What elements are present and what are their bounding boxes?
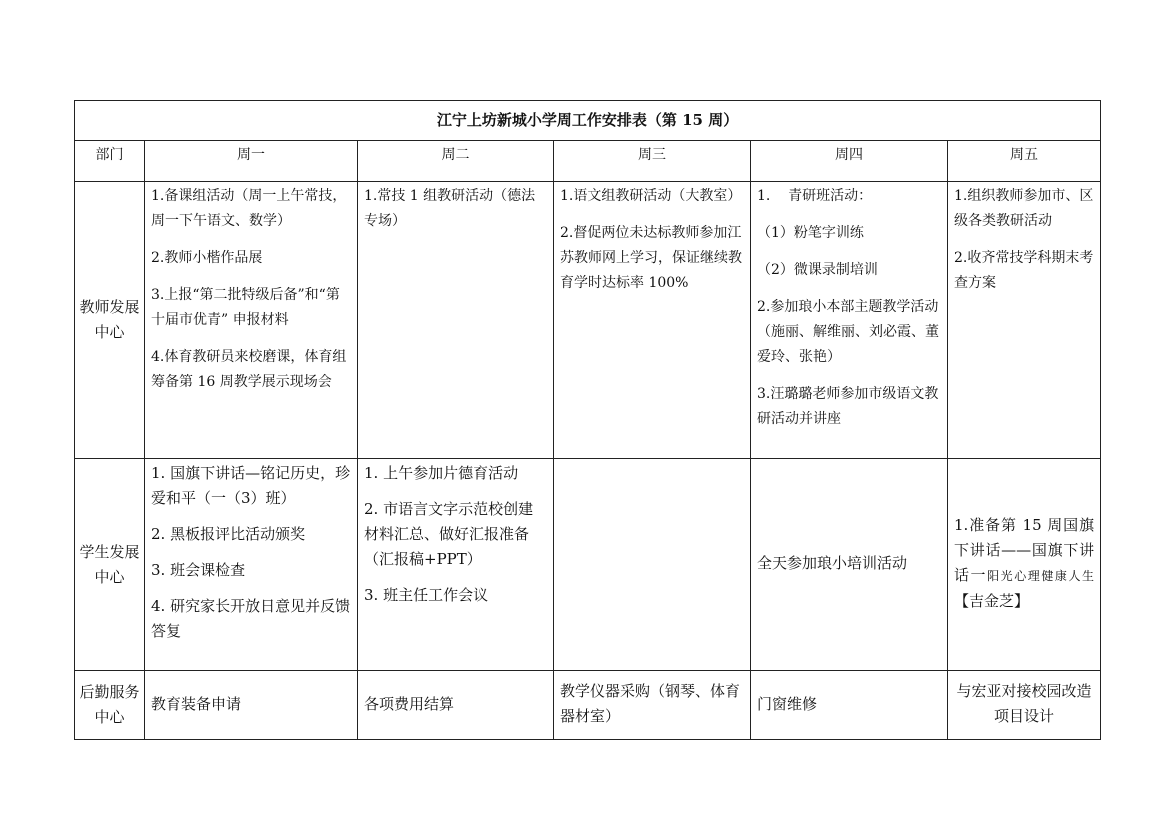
student-wednesday-cell bbox=[554, 459, 751, 671]
teacher-development-row bbox=[75, 182, 1101, 459]
teacher-thursday-item: （1）粉笔字训练 bbox=[757, 225, 864, 241]
teacher-thursday-item: 3.汪璐璐老师参加市级语文教研活动并讲座 bbox=[757, 386, 939, 427]
logistics-service-row bbox=[75, 671, 1101, 740]
student-thursday-cell bbox=[751, 459, 948, 671]
teacher-friday-item: 1.组织教师参加市、区级各类教研活动 bbox=[954, 188, 1094, 229]
teacher-wednesday-item: 1.语文组教研活动（大教室） bbox=[560, 188, 742, 204]
teacher-thursday-item: 1. 青研班活动： bbox=[757, 188, 873, 204]
student-tuesday-cell bbox=[358, 459, 554, 671]
student-tuesday-item: 1. 上午参加片德育活动 bbox=[364, 464, 519, 482]
header-thursday: 周四 bbox=[751, 141, 948, 182]
teacher-monday-item: 3.上报“第二批特级后备”和“第十届市优青” 申报材料 bbox=[151, 287, 340, 328]
table-title: 江宁上坊新城小学周工作安排表（第 15 周） bbox=[75, 101, 1101, 141]
teacher-monday-item: 2.教师小楷作品展 bbox=[151, 250, 263, 266]
header-dept: 部门 bbox=[75, 141, 145, 182]
teacher-tuesday-cell bbox=[358, 182, 554, 459]
logistics-tuesday-cell: 各项费用结算 bbox=[358, 671, 554, 740]
student-tuesday-item: 3. 班主任工作会议 bbox=[364, 586, 489, 604]
logistics-thursday-cell: 门窗维修 bbox=[751, 671, 948, 740]
header-monday: 周一 bbox=[145, 141, 358, 182]
teacher-friday-item: 2.收齐常技学科期末考查方案 bbox=[954, 250, 1094, 291]
student-friday-name: 【吉金芝】 bbox=[954, 592, 1030, 610]
dept-student-development: 学生发展中心 bbox=[75, 459, 145, 671]
teacher-tuesday-item: 1.常技 1 组教研活动（德法专场） bbox=[364, 188, 536, 229]
student-tuesday-item: 2. 市语言文字示范校创建材料汇总、做好汇报准备（汇报稿+PPT） bbox=[364, 500, 534, 568]
logistics-monday-cell: 教育装备申请 bbox=[145, 671, 358, 740]
teacher-thursday-item: 2.参加琅小本部主题教学活动（施丽、解维丽、刘必霞、董爱玲、张艳） bbox=[757, 299, 939, 365]
header-friday: 周五 bbox=[948, 141, 1101, 182]
title-row bbox=[75, 101, 1101, 141]
weekly-schedule-table bbox=[74, 100, 1101, 740]
logistics-friday-cell: 与宏亚对接校园改造项目设计 bbox=[948, 671, 1101, 740]
header-wednesday: 周三 bbox=[554, 141, 751, 182]
header-row bbox=[75, 141, 1101, 182]
student-monday-item: 1. 国旗下讲话—铭记历史，珍爱和平（一（3）班） bbox=[151, 464, 351, 507]
header-tuesday: 周二 bbox=[358, 141, 554, 182]
teacher-monday-item: 1.备课组活动（周一上午常技，周一下午语文、数学） bbox=[151, 188, 347, 229]
student-monday-item: 3. 班会课检查 bbox=[151, 561, 246, 579]
teacher-thursday-cell bbox=[751, 182, 948, 459]
teacher-monday-item: 4.体育教研员来校磨课，体育组筹备第 16 周教学展示现场会 bbox=[151, 349, 347, 390]
teacher-thursday-item: （2）微课录制培训 bbox=[757, 262, 878, 278]
teacher-wednesday-item: 2.督促两位未达标教师参加江苏教师网上学习，保证继续教育学时达标率 100% bbox=[560, 225, 742, 291]
student-development-row bbox=[75, 459, 1101, 671]
dept-teacher-development: 教师发展中心 bbox=[75, 182, 145, 459]
student-friday-text: 1.准备第 15 周国旗下讲话——国旗下讲话一 bbox=[954, 516, 1095, 584]
student-monday-item: 4. 研究家长开放日意见并反馈答复 bbox=[151, 597, 351, 640]
teacher-wednesday-cell bbox=[554, 182, 751, 459]
student-monday-item: 2. 黑板报评比活动颁奖 bbox=[151, 525, 306, 543]
student-friday-note: 阳光心理健康人生 bbox=[987, 569, 1095, 583]
logistics-wednesday-cell: 教学仪器采购（钢琴、体育器材室） bbox=[554, 671, 751, 740]
student-thursday-text: 全天参加琅小培训活动 bbox=[757, 553, 908, 572]
student-friday-cell bbox=[948, 459, 1101, 671]
teacher-monday-cell bbox=[145, 182, 358, 459]
student-monday-cell bbox=[145, 459, 358, 671]
teacher-friday-cell bbox=[948, 182, 1101, 459]
dept-logistics-service: 后勤服务中心 bbox=[75, 671, 145, 740]
